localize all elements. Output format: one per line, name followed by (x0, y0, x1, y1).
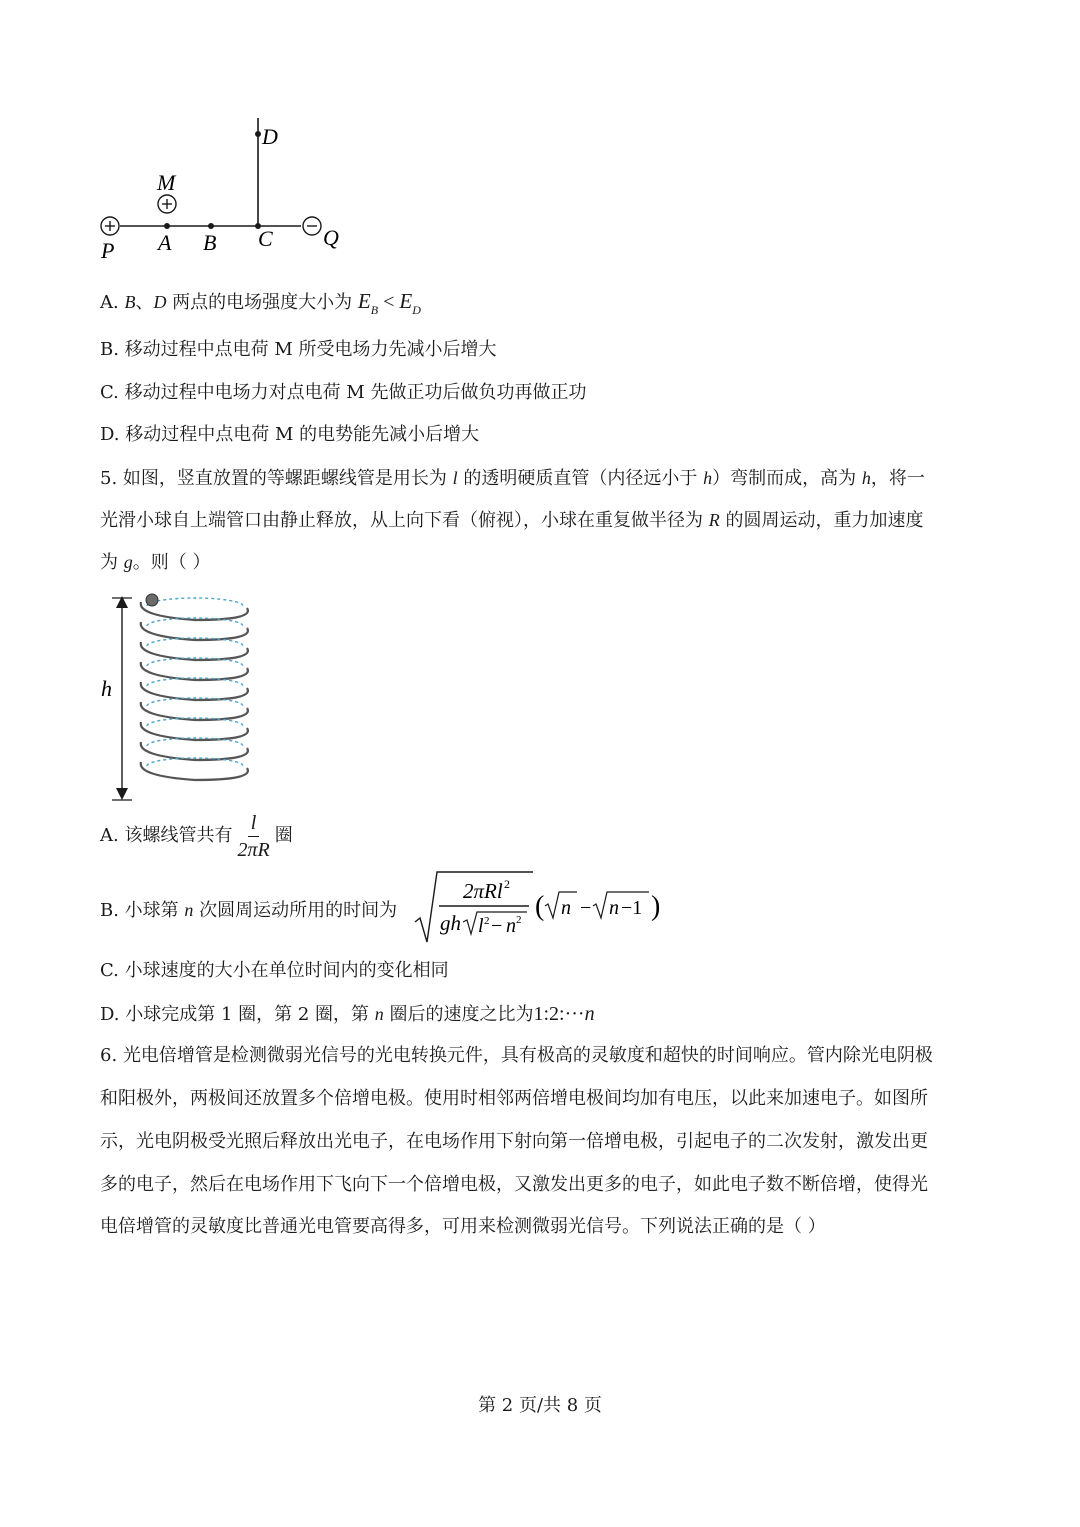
svg-text:−1: −1 (621, 897, 643, 919)
q6-line-5: 电倍增管的灵敏度比普通光电管要高得多，可用来检测微弱光信号。下列说法正确的是（ ） (100, 1216, 826, 1237)
label-P: P (101, 238, 115, 263)
label-A: A (158, 230, 172, 255)
label-C: C (258, 226, 273, 251)
coil-front-arc (141, 682, 248, 700)
label-M: M (157, 170, 176, 195)
q5-option-B: B. 小球第 n 次圆周运动所用的时间为 (100, 900, 398, 921)
charge-diagram (95, 108, 355, 268)
point-B-text: B (124, 292, 136, 312)
option-A-text: A. 该螺线管共有 (100, 825, 233, 846)
field-E-subscript-B: B (370, 303, 379, 317)
point-D-dot (255, 131, 261, 137)
coil-back-arc (147, 598, 243, 606)
field-E-subscript-D: D (412, 303, 421, 317)
charge-Q-icon (303, 217, 321, 235)
q4-option-C: C. 移动过程中电场力对点电荷 M 先做正功后做负功再做正功 (100, 382, 587, 403)
height-label: h (101, 676, 112, 701)
time-formula (413, 868, 663, 948)
q6-line-3: 示，光电阴极受光照后释放出光电子，在电场作用下射向第一倍增电极，引起电子的二次发射，激发出更 (100, 1131, 928, 1152)
svg-text:n: n (506, 915, 516, 937)
svg-text:−: − (580, 897, 592, 919)
option-A-text: 两点的电场强度大小为 (166, 292, 358, 313)
svg-text:n: n (561, 897, 571, 919)
arrow-down-icon (116, 788, 128, 800)
separator: 、 (135, 292, 154, 313)
svg-text:(: ( (535, 891, 545, 922)
label-Q: Q (323, 225, 339, 250)
coil-front-arc (141, 662, 248, 680)
q5-stem-line-1: 5. 如图，竖直放置的等螺距螺线管是用长为 l 的透明硬质直管（内径远小于 h）弯制而成，高为 h，将一 (100, 468, 925, 489)
option-A-suffix: 圈 (274, 825, 293, 846)
q5-stem-line-3: 为 g。则（ ） (100, 552, 211, 573)
point-B-dot (208, 223, 214, 229)
q6-line-1: 6. 光电倍增管是检测微弱光信号的光电转换元件，具有极高的灵敏度和超快的时间响应。管内除光电阴极 (100, 1045, 933, 1066)
coil-front-arc (141, 602, 248, 620)
charge-P-icon (101, 217, 119, 235)
svg-text:−: − (491, 915, 503, 937)
q6-line-2: 和阳极外，两极间还放置多个倍增电极。使用时相邻两倍增电极间均加有电压，以此来加速电子。如图所 (100, 1088, 928, 1109)
coil-front-arc (141, 762, 248, 780)
coil-front-arc (141, 722, 248, 740)
svg-text:n: n (609, 897, 619, 919)
less-than-symbol: < (378, 291, 400, 313)
q4-option-A (100, 288, 421, 323)
label-B: B (203, 230, 217, 255)
svg-text:2πRl: 2πRl (463, 879, 503, 903)
ball-icon (146, 594, 158, 606)
spiral-tube-figure (95, 588, 265, 808)
svg-text:2: 2 (504, 877, 510, 891)
q4-option-D: D. 移动过程中点电荷 M 的电势能先减小后增大 (100, 424, 480, 445)
page-footer: 第 2 页/共 8 页 (478, 1395, 602, 1416)
turns-fraction: $\frac{l}{2\pi R}$ (237, 811, 270, 861)
point-A-dot (164, 223, 170, 229)
q5-option-A (100, 810, 293, 866)
svg-text:2: 2 (484, 915, 490, 927)
svg-text:): ) (651, 891, 661, 922)
point-D-text: D (153, 292, 167, 312)
option-A-prefix: A. (100, 292, 125, 313)
svg-text:l: l (478, 915, 484, 937)
field-E-symbol: E (357, 289, 371, 313)
coil-front-arc (141, 742, 248, 760)
field-E-symbol-2: E (399, 289, 413, 313)
q5-stem-line-2: 光滑小球自上端管口由静止释放，从上向下看（俯视），小球在重复做半径为 R 的圆周运动，重力加速度 (100, 510, 924, 531)
svg-text:2: 2 (516, 914, 522, 926)
label-D: D (262, 124, 278, 149)
svg-text:gh: gh (440, 911, 461, 935)
coil-front-arc (141, 622, 248, 640)
q5-option-D: D. 小球完成第 1 圈，第 2 圈，第 n 圈后的速度之比为1:2:···n (100, 1003, 595, 1025)
q6-line-4: 多的电子，然后在电场作用下飞向下一个倍增电极，又激发出更多的电子，如此电子数不断倍增，使得光 (100, 1174, 928, 1195)
q4-option-B: B. 移动过程中点电荷 M 所受电场力先减小后增大 (100, 339, 497, 360)
coil-front-arc (141, 702, 248, 720)
q5-option-C: C. 小球速度的大小在单位时间内的变化相同 (100, 960, 449, 981)
coil-turns (141, 598, 248, 780)
coil-front-arc (141, 642, 248, 660)
charge-M-icon (158, 195, 176, 213)
